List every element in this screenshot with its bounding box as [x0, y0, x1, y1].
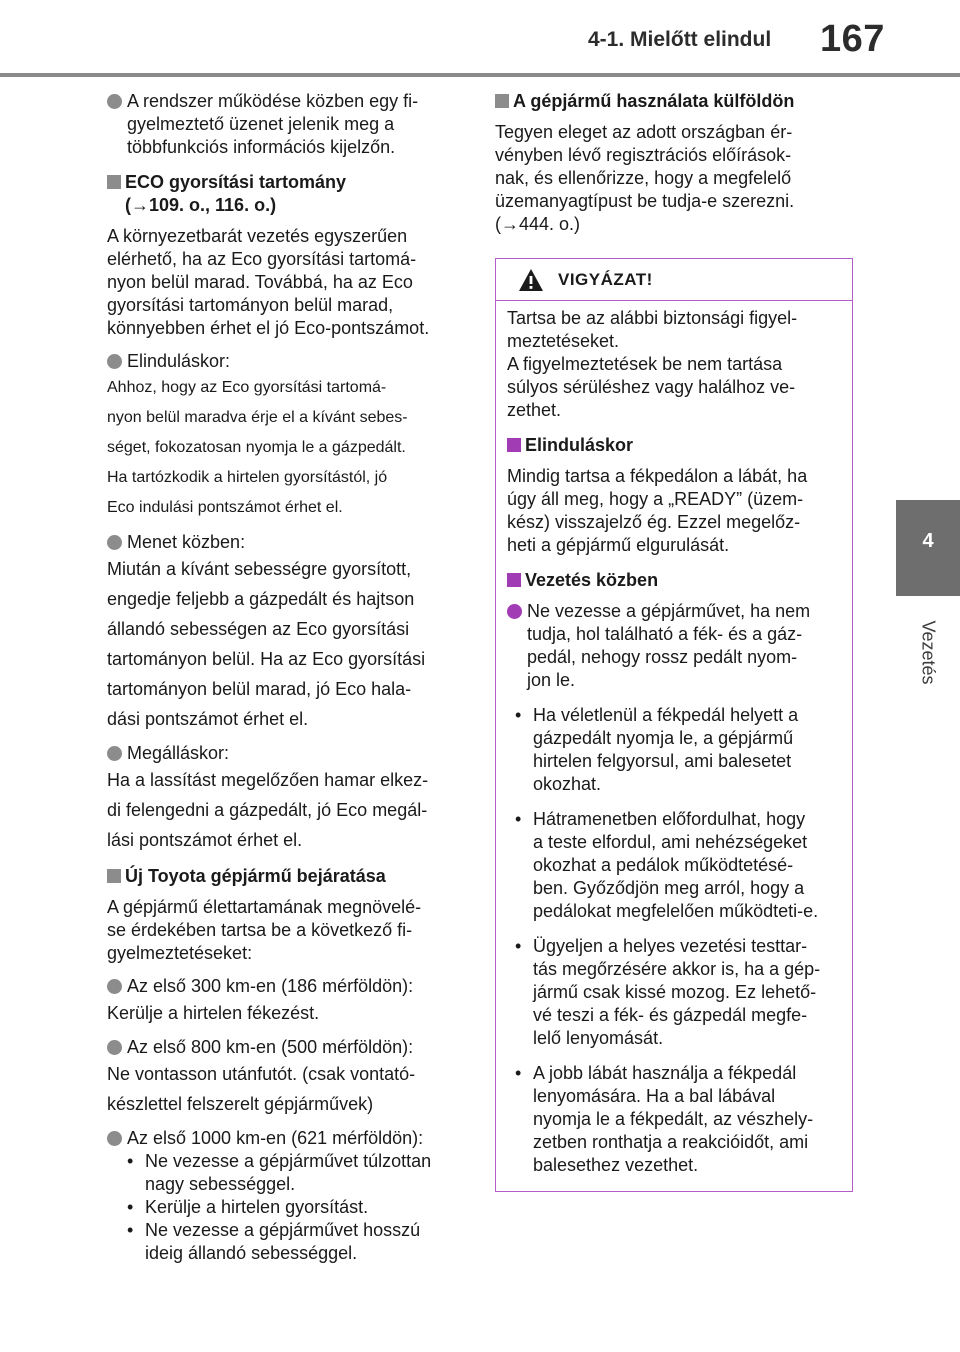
text-line: A figyelmeztetések be nem tartása: [507, 354, 783, 374]
warning-pedal-item: [507, 600, 841, 692]
text-line: a teste elfordul, ami nehézségeket: [533, 832, 808, 852]
bullet-mark: •: [515, 705, 522, 725]
text-line: pedál, nehogy rossz pedált nyom-: [527, 647, 798, 667]
text-line: Ne vezesse a gépjárművet túlzottan: [145, 1151, 432, 1171]
heading-line: Vezetés közben: [525, 570, 659, 590]
bullet-dot-icon: [107, 1131, 122, 1146]
text-line: nyomja le a fékpedált, az vészhely-: [533, 1109, 814, 1129]
warning-box: [495, 258, 853, 1192]
text-line: heti a gépjármű elgurulását.: [507, 535, 730, 555]
page-number: 167: [820, 18, 885, 60]
text-line: A gépjármű élettartamának megnövelé-: [107, 897, 422, 917]
warning-body: [496, 301, 852, 1191]
text-line: A rendszer működése közben egy fi-: [127, 91, 419, 111]
text-line: készlettel felszerelt gépjárművek): [107, 1094, 374, 1114]
heading-line: Új Toyota gépjármű bejáratása: [125, 866, 386, 886]
text-line: Az első 1000 km-en (621 mérföldön):: [127, 1128, 424, 1148]
bullet-dot-icon: [107, 354, 122, 369]
text-line: gyorsítási tartományon belül marad,: [107, 295, 394, 315]
text-line: Ha tartózkodik a hirtelen gyorsítástól, jó: [107, 469, 388, 486]
text-line: Ha véletlenül a fékpedál helyett a: [533, 705, 799, 725]
text-line: Hátramenetben előfordulhat, hogy: [533, 809, 806, 829]
chapter-label: [896, 607, 960, 697]
bullet-mark: •: [515, 936, 522, 956]
start-paragraph: [107, 373, 465, 523]
stopping-paragraph: [107, 765, 465, 855]
eco-range-paragraph: [107, 225, 465, 340]
text-line: meztetéseket.: [507, 331, 620, 351]
stopping-item: [107, 742, 465, 765]
text-line: Menet közben:: [127, 532, 246, 552]
text-line: Ne vontasson utánfutót. (csak vontató-: [107, 1064, 416, 1084]
text-line: lelő lenyomását.: [533, 1028, 664, 1048]
system-message-item: [107, 90, 465, 159]
bullet-dot-icon: [507, 604, 522, 619]
text-line: Az első 800 km-en (500 mérföldön):: [127, 1037, 414, 1057]
text-line: vé teszi a fék- és gázpedál megfe-: [533, 1005, 808, 1025]
text-line: tartományon belül. Ha az Eco gyorsítási: [107, 649, 426, 669]
text-line: elérhető, ha az Eco gyorsítási tartomá-: [107, 249, 417, 269]
text-line: pedálokat megfelelően működteti-e.: [533, 901, 819, 921]
bullet-mark: •: [515, 1063, 522, 1083]
text-line: Kerülje a hirtelen gyorsítást.: [145, 1197, 369, 1217]
text-line: jon le.: [527, 670, 576, 690]
text-line: lenyomására. Ha a bal lábával: [533, 1086, 776, 1106]
bullet-dot-icon: [107, 746, 122, 761]
text-line: üzemanyagtípust be tudja-e szerezni.: [495, 191, 795, 211]
text-line: A környezetbarát vezetés egyszerűen: [107, 226, 408, 246]
text-line: zetben ronthatja a reakcióidőt, ami: [533, 1132, 809, 1152]
heading-line: A gépjármű használata külföldön: [513, 91, 795, 111]
text-line: Elinduláskor:: [127, 351, 231, 371]
driving-item: [107, 531, 465, 554]
text-line: se érdekében tartsa be a következő fi-: [107, 920, 413, 940]
first-800km-text: [107, 1059, 465, 1119]
text-line: súlyos sérüléshez vagy halálhoz ve-: [507, 377, 796, 397]
text-line: nagy sebességgel.: [145, 1174, 296, 1194]
text-line: séget, fokozatosan nyomja le a gázpedált.: [107, 439, 406, 456]
list-item: [507, 935, 841, 1050]
section-square-icon: [107, 175, 121, 189]
driving-paragraph: [107, 554, 465, 734]
section-square-icon: [495, 94, 509, 108]
list-item: [127, 1150, 465, 1196]
text-line: vényben lévő regisztrációs előírások-: [495, 145, 792, 165]
abroad-paragraph: [495, 121, 853, 236]
text-line: lási pontszámot érhet el.: [107, 830, 303, 850]
text-line: könnyebben érhet el jó Eco-pontszámot.: [107, 318, 430, 338]
right-column: [495, 90, 853, 1192]
text-line: állandó sebességen az Eco gyorsítási: [107, 619, 410, 639]
text-line: hirtelen felgyorsul, ami balesetet: [533, 751, 792, 771]
section-square-icon: [107, 869, 121, 883]
warning-start-paragraph: [507, 465, 841, 557]
heading-line: (→109. o., 116. o.): [125, 195, 277, 215]
section-square-icon: [507, 438, 521, 452]
text-line: úgy áll meg, hogy a „READY” (üzem-: [507, 489, 804, 509]
text-line: okozhat.: [533, 774, 602, 794]
text-line: gázpedált nyomja le, a gépjármű: [533, 728, 794, 748]
text-line: gyelmeztetéseket:: [107, 943, 253, 963]
text-line: ideig állandó sebességgel.: [145, 1243, 358, 1263]
chapter-number: 4: [922, 530, 934, 552]
text-line: Az első 300 km-en (186 mérföldön):: [127, 976, 414, 996]
text-line: di felengedni a gázpedált, jó Eco megál-: [107, 800, 428, 820]
text-line: engedje feljebb a gázpedált és hajtson: [107, 589, 415, 609]
list-item: [507, 1062, 841, 1177]
bullet-dot-icon: [107, 535, 122, 550]
warning-driving-heading: [507, 569, 841, 592]
text-line: Ne vezesse a gépjárművet, ha nem: [527, 601, 811, 621]
header-rule: [0, 73, 960, 77]
warning-triangle-icon: [518, 268, 544, 292]
text-line: nyon belül maradva érje el a kívánt sebes-: [107, 409, 408, 426]
warning-intro: [507, 307, 841, 422]
text-line: (→444. o.): [495, 214, 581, 234]
list-item: [507, 704, 841, 796]
break-in-heading: [107, 865, 465, 888]
heading-line: ECO gyorsítási tartomány: [125, 172, 347, 192]
bullet-mark: •: [515, 809, 522, 829]
bullet-dot-icon: [107, 979, 122, 994]
first-800km-item: [107, 1036, 465, 1059]
text-line: nyon belül marad. Továbbá, ha az Eco: [107, 272, 413, 292]
text-line: Ahhoz, hogy az Eco gyorsítási tartomá-: [107, 379, 387, 396]
bullet-mark: •: [127, 1151, 134, 1171]
text-line: A jobb lábát használja a fékpedál: [533, 1063, 797, 1083]
text-line: tudja, hol található a fék- és a gáz-: [527, 624, 803, 644]
text-line: Ne vezesse a gépjárművet hosszú: [145, 1220, 421, 1240]
text-line: nak, és ellenőrizze, hogy a megfelelő: [495, 168, 792, 188]
heading-line: Elinduláskor: [525, 435, 634, 455]
first-1000km-list: [107, 1150, 465, 1265]
text-line: jármű csak kissé mozog. Ez lehető-: [533, 982, 817, 1002]
bullet-dot-icon: [107, 94, 122, 109]
section-title: 4-1. Mielőtt elindul: [588, 28, 772, 51]
text-line: balesethez vezethet.: [533, 1155, 699, 1175]
list-item: [127, 1219, 465, 1265]
text-line: Ügyeljen a helyes vezetési testtar-: [533, 936, 808, 956]
first-300km-text: [107, 998, 465, 1028]
text-line: Mindig tartsa a fékpedálon a lábát, ha: [507, 466, 808, 486]
warning-title: VIGYÁZAT!: [558, 269, 653, 289]
bullet-mark: •: [127, 1197, 134, 1217]
text-line: tartományon belül marad, jó Eco hala-: [107, 679, 412, 699]
text-line: dási pontszámot érhet el.: [107, 709, 309, 729]
text-line: Miután a kívánt sebességre gyorsított,: [107, 559, 412, 579]
chapter-label-text: Vezetés: [918, 619, 939, 685]
text-line: ben. Győződjön meg arról, hogy a: [533, 878, 805, 898]
text-line: többfunkciós információs kijelzőn.: [127, 137, 396, 157]
section-square-icon: [507, 573, 521, 587]
break-in-paragraph: [107, 896, 465, 965]
text-line: zethet.: [507, 400, 562, 420]
abroad-heading: [495, 90, 853, 113]
text-line: okozhat a pedálok működtetésé-: [533, 855, 794, 875]
first-300km-item: [107, 975, 465, 998]
text-line: Kerülje a hirtelen fékezést.: [107, 1003, 320, 1023]
first-1000km-item: [107, 1127, 465, 1150]
text-line: Tartsa be az alábbi biztonsági figyel-: [507, 308, 798, 328]
eco-range-heading: [107, 171, 465, 217]
text-line: Tegyen eleget az adott országban ér-: [495, 122, 793, 142]
warning-header: [496, 259, 852, 301]
left-column: [107, 90, 465, 1265]
text-line: Eco indulási pontszámot érhet el.: [107, 499, 343, 516]
text-line: tás megőrzésére akkor is, ha a gép-: [533, 959, 821, 979]
bullet-dot-icon: [107, 1040, 122, 1055]
text-line: Ha a lassítást megelőzően hamar elkez-: [107, 770, 429, 790]
list-item: [127, 1196, 465, 1219]
warning-start-heading: [507, 434, 841, 457]
text-line: gyelmeztető üzenet jelenik meg a: [127, 114, 395, 134]
text-line: Megálláskor:: [127, 743, 230, 763]
text-line: kész) visszajelző ég. Ezzel megelőz-: [507, 512, 801, 532]
bullet-mark: •: [127, 1220, 134, 1240]
list-item: [507, 808, 841, 923]
start-item: [107, 350, 465, 373]
